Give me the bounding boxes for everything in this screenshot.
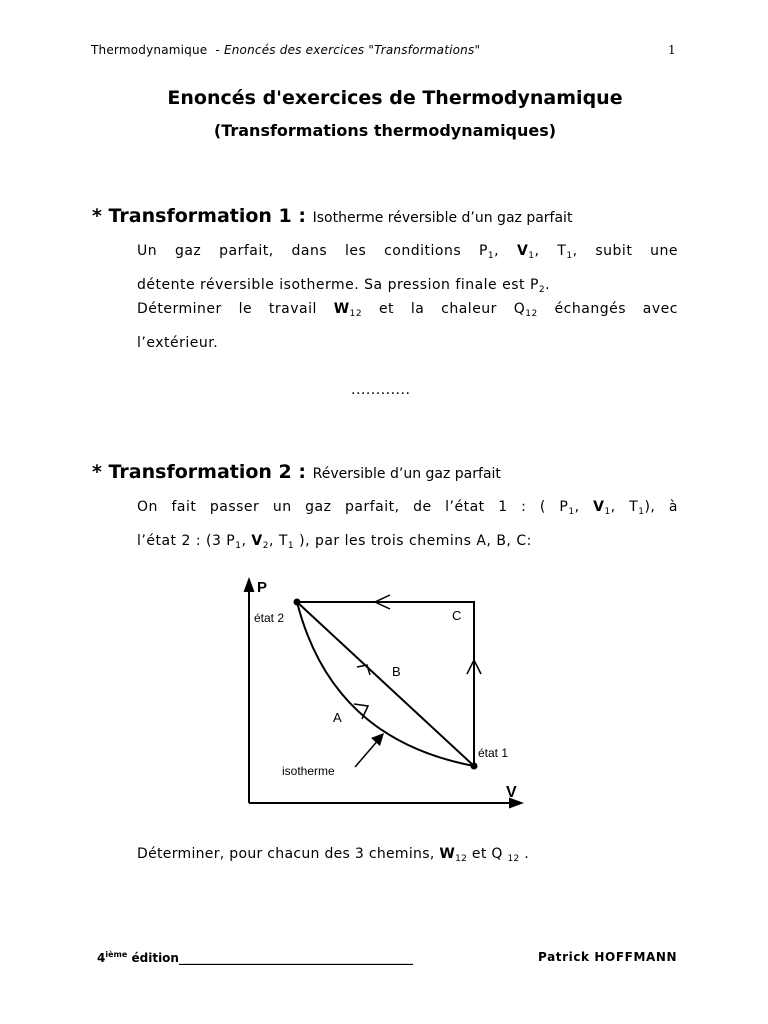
page-title: Enoncés d'exercices de Thermodynamique xyxy=(167,87,623,109)
ellipsis-separator: ............ xyxy=(351,382,411,398)
state-2-label: état 2 xyxy=(254,611,285,625)
pv-diagram xyxy=(230,572,530,812)
transformation-2-heading xyxy=(92,461,501,483)
edition-superscript: ième xyxy=(105,950,128,959)
statement-line-1: Un gaz parfait, dans les conditions $P_1$, $V_1$, $T_1$, subit une xyxy=(137,243,679,261)
path-b xyxy=(297,602,474,766)
transformation-2-statement xyxy=(137,493,678,561)
footer-edition xyxy=(97,950,413,965)
path-a-label: A xyxy=(333,710,342,725)
transformation-1-title: * Transformation 1 : xyxy=(92,205,306,227)
footer-rule: _______________________________________ xyxy=(178,951,413,965)
isotherm-label: isotherme xyxy=(282,764,335,778)
page-number: 1 xyxy=(668,43,676,57)
transformation-2-question xyxy=(137,840,678,874)
path-b-label: B xyxy=(392,664,401,679)
statement-line-2: détente réversible isotherme. Sa pression finale est $P_2$. xyxy=(137,277,551,295)
isotherm-pointer-arrow-icon xyxy=(371,733,384,746)
t2-question-line: Déterminer, pour chacun des 3 chemins, $W_{12}$ et Q $_{12}$ . xyxy=(137,846,530,864)
state-1-point xyxy=(471,763,478,770)
transformation-1-heading xyxy=(92,205,572,227)
footer-author: Patrick HOFFMANN xyxy=(538,950,678,964)
transformation-2-title: * Transformation 2 : xyxy=(92,461,306,483)
axis-label-p: P xyxy=(257,579,268,596)
header-subtitle: Enoncés des exercices "Transformations" xyxy=(223,43,481,57)
t2-line-1: On fait passer un gaz parfait, de l’état 1 : ( $P_1$, $V_1$, $T_1$), à xyxy=(137,499,679,517)
path-b-arrow-icon xyxy=(357,665,370,675)
axis-label-v: V xyxy=(506,784,517,801)
edition-word: édition xyxy=(131,951,179,965)
question-line-1: Déterminer le travail $W_{12}$ et la chaleur $Q_{12}$ échangés avec xyxy=(137,301,678,319)
edition-number: 4 xyxy=(97,951,106,965)
page-subtitle: (Transformations thermodynamiques) xyxy=(213,121,557,140)
transformation-2-description: Réversible d’un gaz parfait xyxy=(312,466,501,482)
state-2-point xyxy=(294,599,301,606)
running-header xyxy=(91,43,480,57)
transformation-1-question xyxy=(137,295,678,358)
transformation-1-description: Isotherme réversible d’un gaz parfait xyxy=(312,210,573,226)
question-line-2: l’extérieur. xyxy=(137,335,219,351)
p-axis-arrow-icon xyxy=(244,577,255,592)
path-c-label: C xyxy=(452,608,462,623)
header-title: Thermodynamique xyxy=(91,43,208,57)
t2-line-2: l’état 2 : (3 $P_1$, $V_2$, $T_1$ ), par les trois chemins A, B, C: xyxy=(137,533,532,551)
header-separator: - xyxy=(215,43,220,57)
state-1-label: état 1 xyxy=(478,746,509,760)
